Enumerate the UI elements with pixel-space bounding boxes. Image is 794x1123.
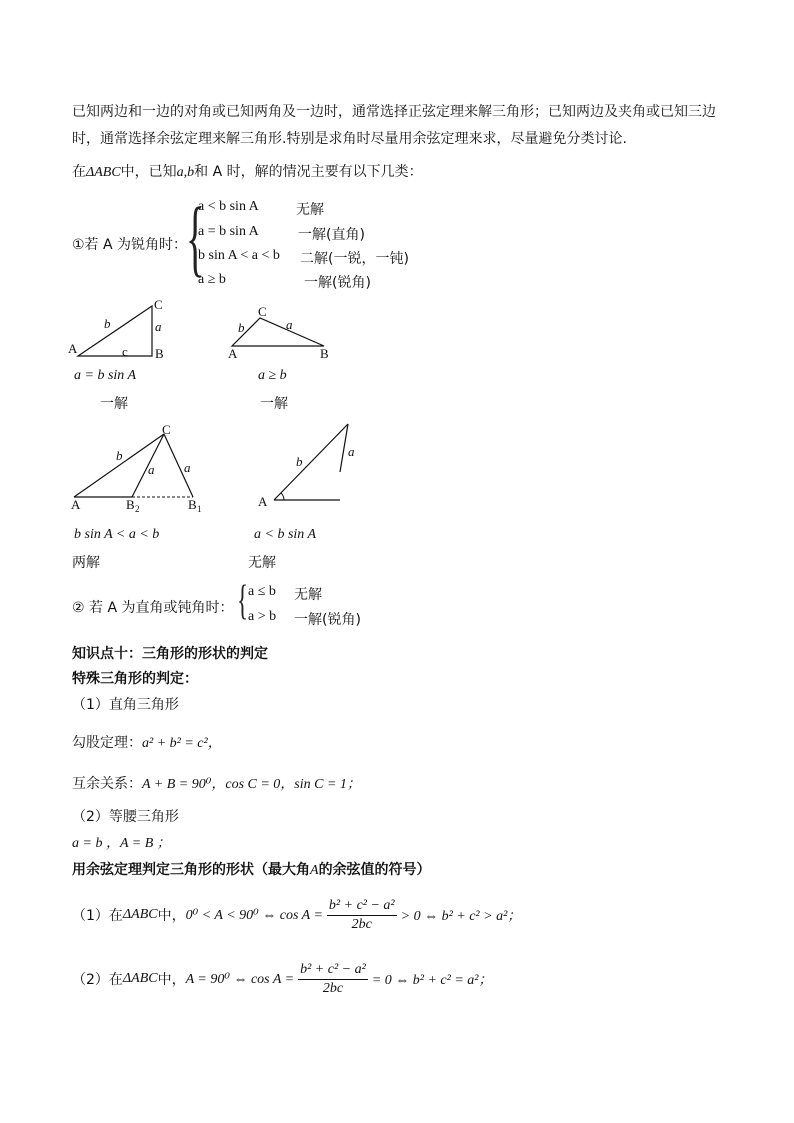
case1-label: ①若 A 为锐角时： [72, 237, 188, 253]
case1-result-3: 一解(锐角) [304, 275, 371, 291]
pythag-formula: a² + b² = c²， [142, 736, 222, 751]
case1-cond-1: a = b sin A [198, 224, 259, 239]
svg-text:a: a [148, 462, 155, 477]
pythag-line: 勾股定理：a² + b² = c²， [72, 735, 222, 751]
svg-text:b: b [296, 454, 303, 469]
svg-text:C: C [162, 422, 171, 437]
vars-ab: a,b [176, 165, 195, 180]
figure-a-ge-b [224, 302, 340, 362]
item-right-triangle: （1）直角三角形 [72, 697, 179, 713]
svg-text:B: B [188, 497, 197, 512]
svg-text:a: a [348, 444, 355, 459]
item-isosceles: （2）等腰三角形 [72, 809, 179, 825]
case1-result-0: 无解 [296, 202, 324, 218]
svg-text:A: A [68, 341, 78, 356]
svg-text:A: A [228, 346, 238, 361]
svg-text:2: 2 [135, 504, 140, 514]
svg-text:b: b [104, 316, 111, 331]
intro-line-3: 在ΔABC中，已知a,b和 A 时，解的情况主要有以下几类： [72, 164, 423, 180]
case2-brace: { [237, 578, 249, 624]
fig3-caption: b sin A < a < b [74, 527, 160, 542]
svg-text:B: B [320, 346, 329, 361]
case1-result-1: 一解(直角) [298, 227, 365, 243]
figure-no-solution [254, 420, 364, 512]
case1-cond-2: b sin A < a < b [198, 248, 280, 263]
svg-text:A: A [71, 497, 81, 512]
case2-cond-0: a ≤ b [248, 584, 276, 599]
fraction-1: $\frac{\text{b² + c² − a²}}{2bc}$ [328, 897, 395, 932]
complement-line: 互余关系：A + B = 90⁰，cos C = 0，sin C = 1； [72, 776, 361, 792]
isosceles-formula: a = b ，A = B ； [72, 836, 171, 851]
svg-text:a: a [184, 460, 191, 475]
case1-brace: { [186, 189, 205, 285]
svg-text:B: B [155, 346, 164, 361]
cosine-title: 用余弦定理判定三角形的形状（最大角A的余弦值的符号） [72, 862, 431, 878]
svg-text:b: b [238, 320, 245, 335]
case1-cond-0: a < b sin A [198, 199, 259, 214]
fig3-result: 两解 [72, 555, 100, 571]
figure-two-solutions [66, 422, 216, 518]
case1-cond-3: a ≥ b [198, 272, 226, 287]
case2-cond-1: a > b [248, 609, 277, 624]
svg-text:A: A [258, 494, 268, 509]
fig4-caption: a < b sin A [254, 527, 317, 542]
cosine-formula-1: （1）在 ΔABC 中， 0⁰ < A < 90⁰ ⇔ cos A = $\frac{\text{b² + c² − a²}}{2bc}$ > 0 ⇔ b² + c² > a²； [72, 897, 522, 932]
complement-formula: A + B = 90⁰，cos C = 0，sin C = 1； [142, 777, 361, 792]
svg-text:a: a [155, 319, 162, 334]
fraction-2: $\frac{\text{b² + c² − a²}}{2bc}$ [300, 961, 366, 996]
case2-result-0: 无解 [294, 587, 322, 603]
svg-text:1: 1 [197, 504, 202, 514]
intro-line-1: 已知两边和一边的对角或已知两角及一边时，通常选择正弦定理来解三角形；已知两边及夹角或已知三边 [72, 104, 716, 120]
svg-text:C: C [258, 304, 267, 319]
intro-line-2: 时，通常选择余弦定理来解三角形.特别是求角时尽量用余弦定理来求，尽量避免分类讨论. [72, 131, 627, 147]
case2-label: ② 若 A 为直角或钝角时： [72, 600, 234, 616]
case2-result-1: 一解(锐角) [294, 612, 361, 628]
case1-result-2: 二解(一锐，一钝) [300, 251, 409, 267]
svg-text:c: c [122, 344, 128, 359]
cosine-formula-2: （2）在 ΔABC 中， A = 90⁰ ⇔ cos A = $\frac{\text{b² + c² − a²}}{2bc}$ = 0 ⇔ b² + c² = a²； [72, 961, 493, 996]
fig1-caption: a = b sin A [74, 368, 137, 383]
fig4-result: 无解 [248, 555, 276, 571]
svg-text:b: b [116, 448, 123, 463]
fig2-result: 一解 [260, 396, 288, 412]
svg-text:C: C [154, 297, 163, 312]
svg-text:B: B [126, 497, 135, 512]
section10-title: 知识点十：三角形的形状的判定 [72, 646, 268, 662]
triangle-abc: ΔABC [86, 165, 121, 180]
svg-text:a: a [286, 317, 293, 332]
figure-right-triangle [66, 296, 176, 366]
fig1-result: 一解 [100, 396, 128, 412]
section10-sub: 特殊三角形的判定： [72, 671, 198, 687]
fig2-caption: a ≥ b [258, 368, 287, 383]
